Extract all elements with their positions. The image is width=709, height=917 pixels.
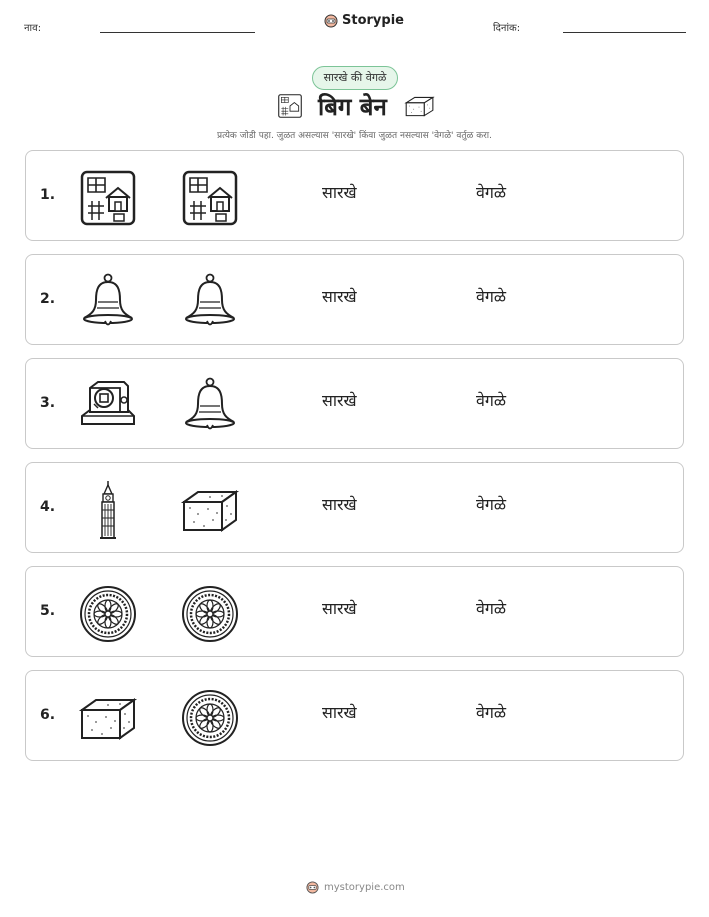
same-option[interactable]: सारखे [322, 287, 357, 306]
different-option[interactable]: वेगळे [476, 391, 507, 410]
different-option[interactable]: वेगळे [476, 287, 507, 306]
different-option[interactable]: वेगळे [476, 183, 507, 202]
same-option[interactable]: सारखे [322, 183, 357, 202]
brick-icon [180, 480, 240, 540]
question-number: 5. [40, 603, 56, 619]
different-option[interactable]: वेगळे [476, 495, 507, 514]
question-number: 4. [40, 499, 56, 515]
same-option[interactable]: सारखे [322, 703, 357, 722]
question-row-6 [25, 670, 684, 761]
name-label: नाव: [24, 23, 42, 34]
map-icon [180, 168, 240, 228]
brick-icon [78, 688, 138, 748]
question-row-5 [25, 566, 684, 657]
question-number: 3. [40, 395, 56, 411]
date-label: दिनांक: [493, 23, 521, 34]
bell-icon [180, 376, 240, 436]
storypie-mascot-icon [324, 14, 338, 28]
clock-mechanism-icon [78, 376, 138, 436]
same-option[interactable]: सारखे [322, 495, 357, 514]
bell-icon [180, 272, 240, 332]
category-badge: सारखे की वेगळे [312, 66, 398, 90]
question-row-1 [25, 150, 684, 241]
different-option[interactable]: वेगळे [476, 703, 507, 722]
tower-icon [78, 480, 138, 540]
instructions: प्रत्येक जोडी पहा. जुळत असल्यास 'सारखे' किंवा जुळत नसल्यास 'वेगळे' वर्तुळ करा. [216, 131, 492, 141]
footer-url[interactable]: mystorypie.com [324, 882, 405, 893]
different-option[interactable]: वेगळे [476, 599, 507, 618]
question-row-4 [25, 462, 684, 553]
rose-window-icon [180, 584, 240, 644]
question-row-2 [25, 254, 684, 345]
bell-icon [78, 272, 138, 332]
title-row [0, 90, 709, 124]
question-number: 1. [40, 187, 56, 203]
same-option[interactable]: सारखे [322, 599, 357, 618]
question-number: 2. [40, 291, 56, 307]
map-icon [78, 168, 138, 228]
brand-logo [324, 13, 404, 28]
rose-window-icon [180, 688, 240, 748]
same-option[interactable]: सारखे [322, 391, 357, 410]
question-row-3 [25, 358, 684, 449]
name-line[interactable] [100, 32, 255, 33]
page-title: बिग बेन [318, 93, 387, 121]
map-icon [277, 93, 303, 119]
storypie-mascot-icon [306, 881, 319, 894]
question-number: 6. [40, 707, 56, 723]
brand-name: Storypie [342, 13, 404, 28]
brick-icon [403, 93, 435, 119]
date-line[interactable] [563, 32, 686, 33]
footer [306, 881, 405, 894]
rose-window-icon [78, 584, 138, 644]
